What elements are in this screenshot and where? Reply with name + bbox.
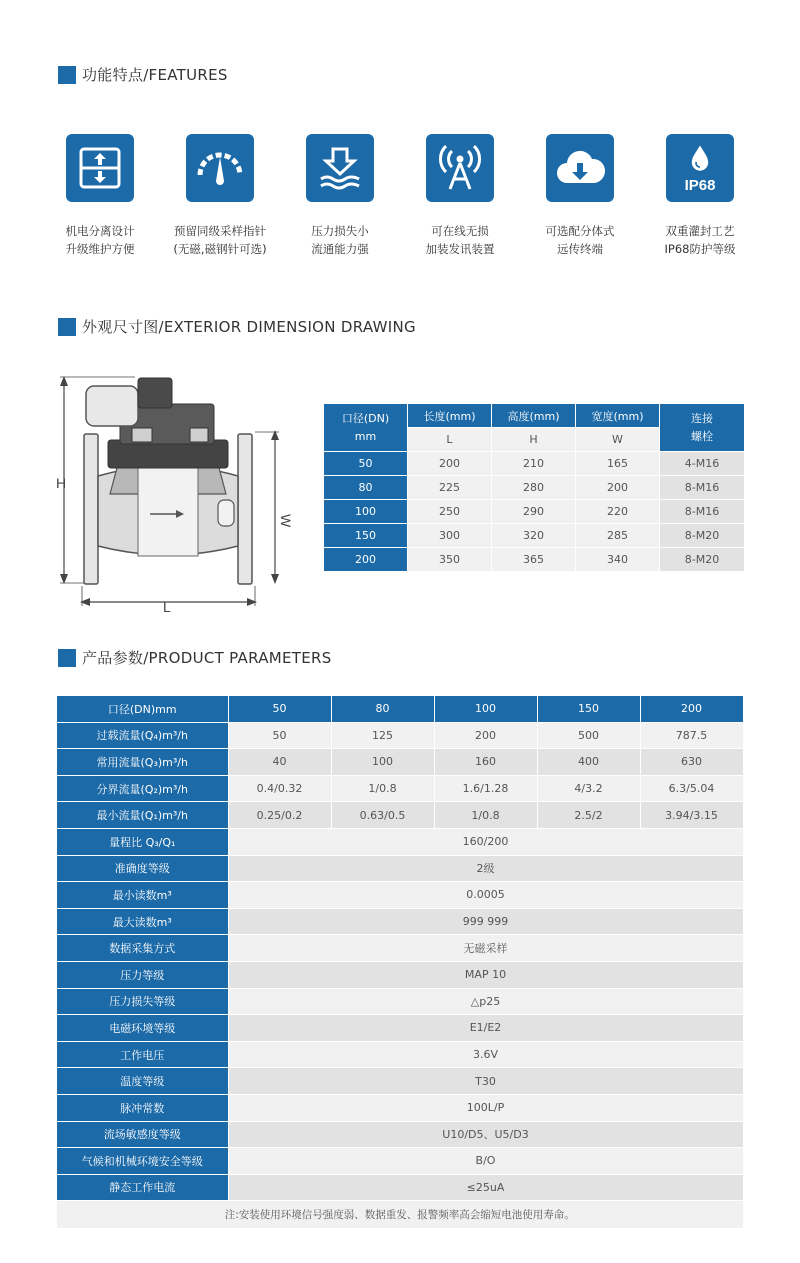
feature-item [400, 134, 520, 258]
value-cell: 2.5/2 [537, 802, 640, 829]
feature-line2: 升级维护方便 [65, 242, 135, 256]
length-symbol: L [408, 428, 492, 452]
height-cell: 290 [492, 500, 576, 524]
value-cell: 4/3.2 [537, 775, 640, 802]
length-header: 长度(mm) [408, 404, 492, 428]
table-row [57, 1041, 743, 1068]
dn-cell: 50 [324, 452, 408, 476]
table-row [324, 500, 745, 524]
table-row [324, 476, 745, 500]
value-cell: U10/D5、U5/D3 [228, 1121, 743, 1148]
size-header: 50 [228, 696, 331, 722]
table-note: 注:安装使用环境信号强度弱、数据重发、报警频率高会缩短电池使用寿命。 [57, 1201, 743, 1229]
table-row [57, 935, 743, 962]
value-cell: 0.0005 [228, 882, 743, 909]
table-row [57, 828, 743, 855]
dn-cell: 150 [324, 524, 408, 548]
bolt-header-line1: 连接 [691, 411, 713, 425]
width-cell: 340 [576, 548, 660, 572]
bolt-header [660, 404, 745, 452]
value-cell: 1.6/1.28 [434, 775, 537, 802]
section-title-params [58, 647, 332, 668]
dimension-label-h: H [56, 475, 67, 491]
value-cell: 2级 [228, 855, 743, 882]
width-cell: 220 [576, 500, 660, 524]
dn-header: 口径(DN)mm [57, 696, 228, 722]
feature-item [160, 134, 280, 258]
height-symbol: H [492, 428, 576, 452]
width-header: 宽度(mm) [576, 404, 660, 428]
value-cell: 无磁采样 [228, 935, 743, 962]
row-label: 量程比 Q₃/Q₁ [57, 828, 228, 855]
value-cell: E1/E2 [228, 1015, 743, 1042]
dimension-table [323, 403, 745, 572]
dn-header [324, 404, 408, 452]
row-label: 数据采集方式 [57, 935, 228, 962]
value-cell: 6.3/5.04 [640, 775, 743, 802]
bolt-cell: 8-M16 [660, 476, 745, 500]
cloud-download-icon [546, 134, 614, 202]
feature-line2: 流通能力强 [311, 242, 369, 256]
value-cell: 3.6V [228, 1041, 743, 1068]
width-cell: 200 [576, 476, 660, 500]
value-cell: 40 [228, 749, 331, 776]
row-label: 最小流量(Q₁)m³/h [57, 802, 228, 829]
exterior-dimension-drawing [50, 364, 294, 615]
table-row [57, 749, 743, 776]
feature-line2: IP68防护等级 [664, 242, 736, 256]
row-label: 静态工作电流 [57, 1174, 228, 1201]
row-label: 温度等级 [57, 1068, 228, 1095]
section-marker [58, 66, 76, 84]
row-label: 常用流量(Q₃)m³/h [57, 749, 228, 776]
size-header: 80 [331, 696, 434, 722]
pointer-gauge-icon [186, 134, 254, 202]
size-header: 200 [640, 696, 743, 722]
row-label: 脉冲常数 [57, 1094, 228, 1121]
feature-item [280, 134, 400, 258]
value-cell: 125 [331, 722, 434, 749]
height-cell: 210 [492, 452, 576, 476]
value-cell: 1/0.8 [331, 775, 434, 802]
features-row [40, 134, 760, 258]
section-title-text: 外观尺寸图/EXTERIOR DIMENSION DRAWING [82, 318, 416, 336]
feature-item [640, 134, 760, 258]
dn-cell: 80 [324, 476, 408, 500]
bolt-cell: 8-M20 [660, 524, 745, 548]
feature-line1: 压力损失小 [311, 224, 369, 238]
bolt-cell: 4-M16 [660, 452, 745, 476]
table-row [324, 452, 745, 476]
value-cell: 787.5 [640, 722, 743, 749]
size-header: 100 [434, 696, 537, 722]
ip68-badge: IP68 [684, 176, 716, 194]
table-row [324, 524, 745, 548]
value-cell: T30 [228, 1068, 743, 1095]
value-cell: 999 999 [228, 908, 743, 935]
section-title-text: 产品参数/PRODUCT PARAMETERS [82, 649, 332, 667]
feature-line1: 机电分离设计 [65, 224, 135, 238]
value-cell: 3.94/3.15 [640, 802, 743, 829]
dn-cell: 100 [324, 500, 408, 524]
params-table [57, 696, 744, 1229]
length-cell: 225 [408, 476, 492, 500]
row-label: 流场敏感度等级 [57, 1121, 228, 1148]
note-row [57, 1201, 743, 1229]
value-cell: 160/200 [228, 828, 743, 855]
table-row [57, 988, 743, 1015]
table-row [324, 548, 745, 572]
table-row [57, 961, 743, 988]
value-cell: 0.4/0.32 [228, 775, 331, 802]
section-title-features [58, 64, 228, 85]
feature-line1: 可在线无损 [431, 224, 489, 238]
length-cell: 250 [408, 500, 492, 524]
antenna-icon [426, 134, 494, 202]
value-cell: 160 [434, 749, 537, 776]
table-row [57, 882, 743, 909]
row-label: 电磁环境等级 [57, 1015, 228, 1042]
table-row [57, 1015, 743, 1042]
feature-line1: 预留同级采样指针 [174, 224, 266, 238]
value-cell: B/O [228, 1148, 743, 1175]
section-marker [58, 649, 76, 667]
value-cell: ≤25uA [228, 1174, 743, 1201]
row-label: 分界流量(Q₂)m³/h [57, 775, 228, 802]
dimension-label-w: W [278, 514, 294, 528]
value-cell: 100 [331, 749, 434, 776]
table-row [57, 722, 743, 749]
table-row [57, 1174, 743, 1201]
table-row [57, 802, 743, 829]
value-cell: 100L/P [228, 1094, 743, 1121]
width-symbol: W [576, 428, 660, 452]
section-title-drawing [58, 316, 416, 337]
feature-line1: 可选配分体式 [545, 224, 615, 238]
params-header-row [57, 696, 743, 722]
length-cell: 200 [408, 452, 492, 476]
row-label: 工作电压 [57, 1041, 228, 1068]
feature-line2: 远传终端 [557, 242, 603, 256]
table-row [57, 1068, 743, 1095]
feature-line2: 加装发讯装置 [425, 242, 495, 256]
feature-line2: (无磁,磁钢针可选) [173, 242, 267, 256]
value-cell: 400 [537, 749, 640, 776]
height-header: 高度(mm) [492, 404, 576, 428]
water-drop-ip68-icon [666, 134, 734, 202]
split-design-icon [66, 134, 134, 202]
table-row [57, 775, 743, 802]
height-cell: 280 [492, 476, 576, 500]
width-cell: 165 [576, 452, 660, 476]
feature-line1: 双重灌封工艺 [665, 224, 735, 238]
row-label: 压力等级 [57, 961, 228, 988]
table-row [57, 1148, 743, 1175]
meter-drawing-svg [50, 364, 294, 615]
width-cell: 285 [576, 524, 660, 548]
pressure-water-icon [306, 134, 374, 202]
section-marker [58, 318, 76, 336]
table-row [57, 1094, 743, 1121]
value-cell: 0.25/0.2 [228, 802, 331, 829]
table-row [57, 855, 743, 882]
dn-header-unit: mm [354, 429, 377, 443]
dn-header-label: 口径(DN) [341, 411, 390, 425]
value-cell: 0.63/0.5 [331, 802, 434, 829]
value-cell: △p25 [228, 988, 743, 1015]
length-cell: 350 [408, 548, 492, 572]
table-row [57, 908, 743, 935]
row-label: 压力损失等级 [57, 988, 228, 1015]
size-header: 150 [537, 696, 640, 722]
bolt-cell: 8-M20 [660, 548, 745, 572]
feature-item [40, 134, 160, 258]
value-cell: 630 [640, 749, 743, 776]
row-label: 过载流量(Q₄)m³/h [57, 722, 228, 749]
row-label: 气候和机械环境安全等级 [57, 1148, 228, 1175]
feature-item [520, 134, 640, 258]
height-cell: 320 [492, 524, 576, 548]
row-label: 准确度等级 [57, 855, 228, 882]
value-cell: MAP 10 [228, 961, 743, 988]
value-cell: 50 [228, 722, 331, 749]
section-title-text: 功能特点/FEATURES [82, 66, 228, 84]
table-row [57, 1121, 743, 1148]
value-cell: 1/0.8 [434, 802, 537, 829]
bolt-cell: 8-M16 [660, 500, 745, 524]
height-cell: 365 [492, 548, 576, 572]
row-label: 最大读数m³ [57, 908, 228, 935]
row-label: 最小读数m³ [57, 882, 228, 909]
value-cell: 500 [537, 722, 640, 749]
value-cell: 200 [434, 722, 537, 749]
length-cell: 300 [408, 524, 492, 548]
dimension-label-l: L [163, 599, 171, 615]
dn-cell: 200 [324, 548, 408, 572]
bolt-header-line2: 螺栓 [691, 429, 713, 443]
